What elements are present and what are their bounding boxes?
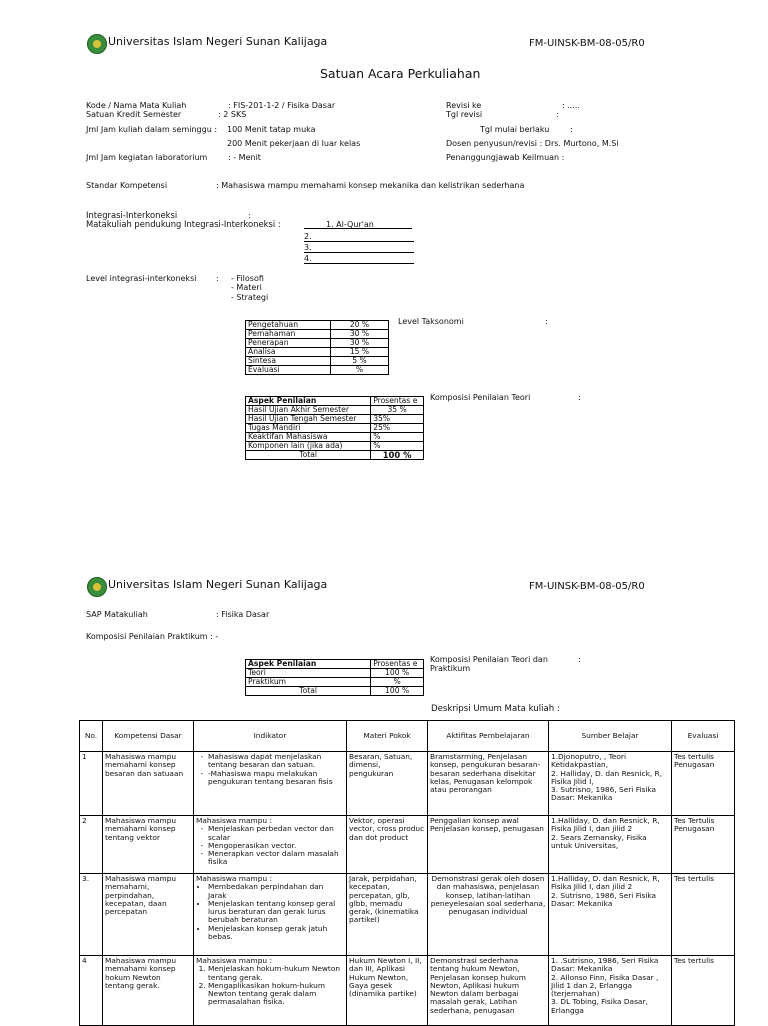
penilaian-total-row xyxy=(246,687,424,696)
aspek-value: % xyxy=(371,442,424,451)
table-header-row xyxy=(80,721,735,752)
aspek-name: Hasil Ujian Akhir Semester xyxy=(246,406,371,415)
aspek-name: Praktikum xyxy=(246,678,371,687)
jam-value: 100 Menit tatap muka xyxy=(227,125,316,134)
indikator-item: 1. Menjelaskan hokum-hukum Newton tentang gerak. xyxy=(208,965,344,982)
header-sumber: Sumber Belajar xyxy=(549,721,672,752)
pendukung-item-2: 2. xyxy=(304,232,414,242)
aspek-name: Komponen lain (jika ada) xyxy=(246,442,371,451)
sumber-item: 3. Sutrisno, 1986, Seri Fisika Dasar: Mekanika xyxy=(551,785,657,803)
deskripsi-label: Deskripsi Umum Mata kuliah : xyxy=(431,704,560,714)
penilaian-gabungan-table xyxy=(245,659,424,696)
aspek-value: 35% xyxy=(371,415,424,424)
indikator-item: • Menjelaskan konsep gerak jatuh bebas. xyxy=(208,925,344,942)
penilaian-teori-label: Komposisi Penilaian Teori xyxy=(430,393,531,402)
dosen-penyusun: Dosen penyusun/revisi : Drs. Murtono, M.Si xyxy=(446,139,619,148)
matakuliah-pendukung-label: Matakuliah pendukung Integrasi-Interkoneksi : xyxy=(86,219,281,229)
integrasi-label: Integrasi-Interkoneksi xyxy=(86,210,178,220)
row-evaluasi: Tes tertulis Penugasan xyxy=(672,752,735,816)
jam-value-2: 200 Menit pekerjaan di luar kelas xyxy=(227,139,361,148)
sumber-item: 2. Halliday, D. dan Resnick, R, Fisika Jilid I, xyxy=(551,768,663,786)
standar-kompetensi-label: Standar Kompetensi xyxy=(86,181,168,190)
aspek-value: % xyxy=(371,433,424,442)
row-kompetensi: Mahasiswa mampu memahami konsep tentang vektor xyxy=(103,816,194,874)
sumber-item: 3. DL Tobing, Fisika Dasar, Erlangga xyxy=(551,997,648,1015)
tgl-mulai-label: Tgl mulai berlaku xyxy=(480,125,550,134)
row-materi: Besaran, Satuan, dimensi, pengukuran xyxy=(347,752,428,816)
university-name: Universitas Islam Negeri Sunan Kalijaga xyxy=(108,578,328,591)
form-id: FM-UINSK-BM-08-05/R0 xyxy=(529,581,645,592)
table-row xyxy=(80,752,735,816)
row-no: 4 xyxy=(80,956,103,1026)
level-item-materi: - Materi xyxy=(231,283,262,292)
row-sumber xyxy=(549,874,672,956)
header-aktifitas: Aktifitas Pembelajaran xyxy=(428,721,549,752)
kode-label: Kode / Nama Mata Kuliah xyxy=(86,101,187,110)
row-sumber xyxy=(549,956,672,1026)
total-label: Total xyxy=(246,687,371,696)
row-kompetensi: Mahasiswa mampu memahami konsep hokum Newton tentang gerak. xyxy=(103,956,194,1026)
row-aktifitas: Penggalian konsep awal Penjelasan konsep, penugasan xyxy=(428,816,549,874)
penilaian-praktikum-label: Komposisi Penilaian Praktikum : - xyxy=(86,632,219,641)
kode-value: : FIS-201-1-2 / Fisika Dasar xyxy=(228,101,336,110)
indikator-item: • Menjelaskan tentang konsep geral lurus beraturan dan gerak lurus berubah beraturan xyxy=(208,900,344,925)
indikator-item: - Mengoperasikan vector. xyxy=(208,842,344,850)
row-evaluasi: Tes tertulis xyxy=(672,874,735,956)
indikator-intro: Mahasiswa mampu : xyxy=(196,956,272,965)
aspek-name: Teori xyxy=(246,669,371,678)
row-kompetensi: Mahasiswa mampu memahami konsep besaran dan satuaan xyxy=(103,752,194,816)
row-sumber xyxy=(549,816,672,874)
row-no: 3. xyxy=(80,874,103,956)
pendukung-item-4: 4. xyxy=(304,254,414,264)
prosentase-header: Prosentas e xyxy=(371,397,424,406)
row-materi: Hukum Newton I, II, dan III, Aplikasi Hukum Newton, Gaya gesek (dinamika partike) xyxy=(347,956,428,1026)
taksonomi-colon: : xyxy=(545,317,548,326)
row-indikator xyxy=(194,752,347,816)
taksonomi-value: 20 % xyxy=(331,321,389,330)
revisi-label: Revisi ke xyxy=(446,101,482,110)
row-aktifitas: Demonstrasi sederhana tentang hukum Newton, Penjelasan konsep hukum Newton, Aplikasi hukum Newton dalam berbagai masalah gerak, Latihan sederhana, penugasan xyxy=(428,956,549,1026)
tgl-revisi-label: Tgl revisi xyxy=(446,110,483,119)
header-kompetensi: Kompetensi Dasar xyxy=(103,721,194,752)
total-label: Total xyxy=(246,451,371,460)
lab-value: : - Menit xyxy=(228,153,261,162)
row-sumber xyxy=(549,752,672,816)
taksonomi-label: Level Taksonomi xyxy=(398,317,464,326)
sap-table xyxy=(79,720,735,1026)
penilaian-gabungan-label: Komposisi Penilaian Teori dan Praktikum xyxy=(430,655,548,673)
sap-value: : Fisika Dasar xyxy=(216,610,270,619)
taksonomi-value: 15 % xyxy=(331,348,389,357)
level-label: Level integrasi-interkoneksi xyxy=(86,274,197,283)
sumber-item: 2. Allonso Finn, Fisika Dasar , Jilid 1 dan 2, Erlangga (terjemahan) xyxy=(551,972,659,999)
indikator-item: 2. Mengaplikasikan hokum-hukum Newton tentang gerak dalam permasalahan fisika. xyxy=(208,982,344,1007)
taksonomi-value: 30 % xyxy=(331,339,389,348)
penanggungjawab: Penanggungjawab Keilmuan : xyxy=(446,153,565,162)
sap-label: SAP Matakuliah xyxy=(86,610,148,619)
sumber-item: 2. Sears Zemansky, Fisika untuk Universitas, xyxy=(551,832,647,850)
penilaian-teori-table xyxy=(245,396,424,460)
university-logo-icon xyxy=(87,577,107,597)
header-no: No. xyxy=(80,721,103,752)
row-aktifitas: Demonstrasi gerak oleh dosen dan mahasiswa, penjelasan konsep, latihan-latihan peneyelesaian soal sederhana, penugasan individual xyxy=(428,874,549,956)
taksonomi-name: Sintesa xyxy=(246,357,331,366)
sumber-item: 1.Halliday, D. dan Resnick, R, Fisika Jilid I, dan jilid 2 xyxy=(551,816,660,834)
taksonomi-value: % xyxy=(331,366,389,375)
form-id: FM-UINSK-BM-08-05/R0 xyxy=(529,38,645,49)
aspek-value: % xyxy=(371,678,424,687)
row-materi: Vektor, operasi vector, cross produc dan dot product xyxy=(347,816,428,874)
indikator-intro: Mahasiswa mampu : xyxy=(196,874,272,883)
pendukung-item-3: 3. xyxy=(304,243,414,253)
penilaian-teori-colon: : xyxy=(578,393,581,402)
sumber-item: 1.Halliday, D. dan Resnick, R, Fisika Jilid I, dan jilid 2 xyxy=(551,874,660,892)
table-row xyxy=(80,956,735,1026)
header-indikator: Indikator xyxy=(194,721,347,752)
row-no: 1 xyxy=(80,752,103,816)
tgl-revisi-value: : xyxy=(556,110,559,119)
taksonomi-value: 30 % xyxy=(331,330,389,339)
row-kompetensi: Mahasiswa mampu memahami, perpindahan, kecepatan, daan percepatan xyxy=(103,874,194,956)
taksonomi-name: Pemahaman xyxy=(246,330,331,339)
level-colon: : xyxy=(216,274,219,283)
sks-label: Satuan Kredit Semester xyxy=(86,110,182,119)
jam-label: Jml Jam kuliah dalam seminggu : xyxy=(86,125,218,134)
taksonomi-table xyxy=(245,320,389,375)
indikator-item: - -Mahasiswa mapu melakukan pengukuran tentang besaran fisis xyxy=(208,770,344,787)
penilaian-total-row xyxy=(246,451,424,460)
sks-value: : 2 SKS xyxy=(218,110,247,119)
indikator-item: - Mahasiswa dapat menjelaskan tentang besaran dan satuan. xyxy=(208,753,344,770)
level-item-strategi: - Strategi xyxy=(231,293,269,302)
sumber-item: 2. Sutrisno, 1986, Seri Fisika Dasar: Mekanika xyxy=(551,890,657,908)
table-row xyxy=(80,816,735,874)
pendukung-item-1: 1. Al-Qur'an xyxy=(304,220,412,229)
sumber-item: 1. .Sutrisno, 1986, Seri Fisika Dasar: Mekanika xyxy=(551,956,659,974)
aspek-value: 25% xyxy=(371,424,424,433)
taksonomi-name: Pengetahuan xyxy=(246,321,331,330)
taksonomi-row xyxy=(246,366,389,375)
indikator-item: • Membedakan perpindahan dan Jarak xyxy=(208,883,344,900)
aspek-value: 35 % xyxy=(371,406,424,415)
taksonomi-value: 5 % xyxy=(331,357,389,366)
total-value: 100 % xyxy=(371,451,424,460)
table-row xyxy=(80,874,735,956)
page-title: Satuan Acara Perkuliahan xyxy=(320,66,481,81)
level-item-filosofi: - Filosofi xyxy=(231,274,264,283)
indikator-item: - Menjelaskan perbedan vector dan scalar xyxy=(208,825,344,842)
aspek-header: Aspek Penilaian xyxy=(246,660,371,669)
indikator-item: - Menerapkan vector dalam masalah fisika xyxy=(208,850,344,867)
integrasi-colon: : xyxy=(248,211,251,220)
row-materi: Jarak, perpidahan, kecepatan, percepatan, glb, glbb, memadu gerak, (kinematika partikel) xyxy=(347,874,428,956)
indikator-intro: Mahasiswa mampu : xyxy=(196,816,272,825)
row-indikator xyxy=(194,816,347,874)
row-evaluasi: Tes tertulis xyxy=(672,956,735,1026)
header-evaluasi: Evaluasi xyxy=(672,721,735,752)
lab-label: Jml Jam kegiatan laboratorium xyxy=(86,153,208,162)
aspek-header: Aspek Penilaian xyxy=(246,397,371,406)
row-indikator xyxy=(194,956,347,1026)
aspek-name: Tugas Mandiri xyxy=(246,424,371,433)
revisi-value: : ..... xyxy=(562,101,580,110)
prosentase-header: Prosentas e xyxy=(371,660,424,669)
penilaian-gabungan-colon: : xyxy=(578,655,581,664)
aspek-value: 100 % xyxy=(371,669,424,678)
taksonomi-name: Evaluasi xyxy=(246,366,331,375)
sumber-item: 1.Djonoputro, , Teori Ketidakpastian, xyxy=(551,752,627,770)
aspek-name: Keaktifan Mahasiswa xyxy=(246,433,371,442)
standar-kompetensi-value: : Mahasiswa mampu memahami konsep mekanika dan kelistrikan sederhana xyxy=(216,181,525,190)
header-materi: Materi Pokok xyxy=(347,721,428,752)
row-indikator xyxy=(194,874,347,956)
university-logo-icon xyxy=(87,34,107,54)
aspek-name: Hasil Ujian Tengah Semester xyxy=(246,415,371,424)
row-no: 2 xyxy=(80,816,103,874)
taksonomi-name: Penerapan xyxy=(246,339,331,348)
taksonomi-name: Analisa xyxy=(246,348,331,357)
university-name: Universitas Islam Negeri Sunan Kalijaga xyxy=(108,35,328,48)
tgl-mulai-value: : xyxy=(570,125,573,134)
row-aktifitas: Bramstarming, Penjelasan konsep, pengukuran besaran-besaran sederhana disekitar kelas, Penugasan kelompok atau perorangan xyxy=(428,752,549,816)
row-evaluasi: Tes Tertulis Penugasan xyxy=(672,816,735,874)
total-value: 100 % xyxy=(371,687,424,696)
